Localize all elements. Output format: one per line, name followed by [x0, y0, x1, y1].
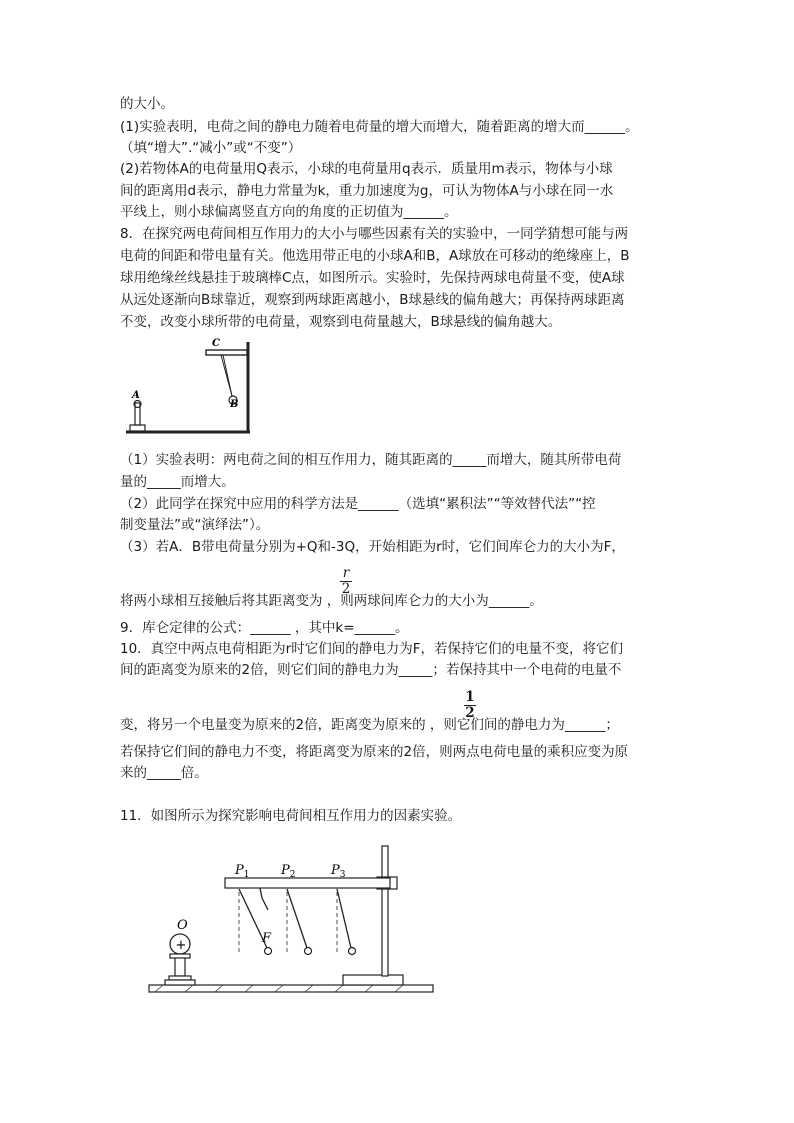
text-line: 8．在探究两电荷间相互作用力的大小与哪些因素有关的实验中，一同学猜想可能与两 — [120, 226, 629, 242]
label-a: A — [132, 390, 140, 401]
text-line: 制变量法”或“演绎法”）。 — [120, 517, 270, 533]
coulomb-force-experiment-figure — [145, 840, 445, 1000]
text-line: 9．库仑定律的公式：______ ，其中k=______。 — [120, 620, 409, 636]
fraction-denominator: 2 — [341, 581, 351, 597]
text-line: (1)实验表明，电荷之间的静电力随着电荷量的增大而增大，随着距离的增大而______。 — [120, 119, 639, 135]
label-b: B — [230, 399, 239, 410]
text-line: 量的_____而增大。 — [120, 474, 235, 490]
text-line: 电荷的间距和带电量有关。他选用带正电的小球A和B，A球放在可移动的绝缘座上，B — [120, 248, 630, 264]
text-line: 球用绝缘丝线悬挂于玻璃棒C点，如图所示。实验时，先保持两球电荷量不变，使A球 — [120, 270, 625, 286]
text-line: 若保持它们间的静电力不变，将距离变为原来的2倍，则两点电荷电量的乘积应变为原 — [120, 744, 629, 760]
text-line: 10．真空中两点电荷相距为r时它们间的静电力为F，若保持它们的电量不变，将它们 — [120, 641, 623, 657]
label-o: O — [177, 918, 188, 933]
text-line: 平线上，则小球偏离竖直方向的角度的正切值为______。 — [120, 204, 458, 220]
text-line: 不变，改变小球所带的电荷量，观察到电荷量越大，B球悬线的偏角越大。 — [120, 314, 562, 330]
fraction-numerator: r — [342, 565, 350, 581]
label-p2: $P_2$ — [281, 863, 296, 880]
text-line: 11．如图所示为探究影响电荷间相互作用力的因素实验。 — [120, 808, 462, 824]
label-p3: $P_3$ — [331, 863, 346, 880]
plus-sign: + — [175, 938, 187, 953]
text-line: （3）若A．B带电荷量分别为+Q和-3Q，开始相距为r时，它们间库仑力的大小为F， — [120, 539, 625, 555]
pendulum-apparatus-figure — [120, 336, 260, 440]
text-line: 间的距离用d表示，静电力常量为k，重力加速度为g，可认为物体A与小球在同一水 — [120, 183, 614, 199]
text-line: 的大小。 — [120, 96, 174, 112]
fraction-numerator: 1 — [465, 689, 475, 705]
text-line: 来的_____倍。 — [120, 765, 208, 781]
fraction-denominator: 2 — [465, 705, 475, 721]
text-line: 间的距离变为原来的2倍，则它们间的静电力为_____；若保持其中一个电荷的电量不 — [120, 662, 622, 678]
text-line: 从远处逐渐向B球靠近，观察到两球距离越小，B球悬线的偏角越大；再保持两球距离 — [120, 292, 625, 308]
label-f: F — [262, 931, 272, 946]
text-line: （2）此同学在探究中应用的科学方法是______（选填“累积法”“等效替代法”“控 — [120, 496, 596, 512]
label-p1: $P_1$ — [235, 863, 250, 880]
text-line: 变，将另一个电量变为原来的2倍，距离变为原来的 ，则它们间的静电力为______； — [120, 717, 619, 733]
text-line: （填“增大”.“减小”或“不变”） — [120, 140, 302, 156]
text-line: 将两小球相互接触后将其距离变为 ，则两球间库仑力的大小为______。 — [120, 593, 543, 609]
label-c: C — [212, 338, 220, 349]
text-line: (2)若物体A的电荷量用Q表示，小球的电荷量用q表示．质量用m表示，物体与小球 — [120, 161, 613, 177]
text-line: （1）实验表明：两电荷之间的相互作用力，随其距离的_____而增大，随其所带电荷 — [120, 452, 622, 468]
